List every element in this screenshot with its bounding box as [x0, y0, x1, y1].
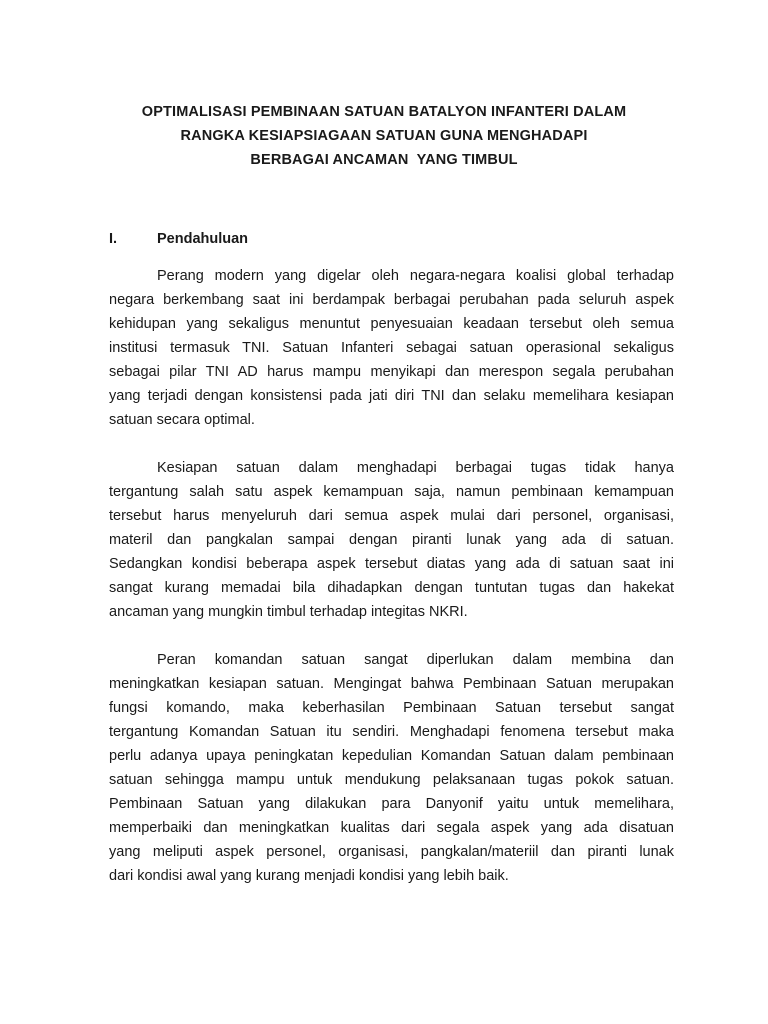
paragraph-line: yang meliputi aspek personel, organisasi, pangkalan/materiil dan piranti lunak — [109, 844, 674, 860]
paragraph-1 — [109, 264, 674, 432]
paragraph-line: yang terjadi dengan konsistensi pada jati diri TNI dan selaku memelihara kesiapan — [109, 388, 674, 404]
paragraph-line: materil dan pangkalan sampai dengan piranti lunak yang ada di satuan. — [109, 532, 674, 548]
section-title: Pendahuluan — [157, 231, 249, 247]
title-line: OPTIMALISASI PEMBINAAN SATUAN BATALYON INFANTERI DALAM — [141, 104, 627, 120]
paragraph-line: Perang modern yang digelar oleh negara-negara koalisi global terhadap — [157, 268, 674, 284]
title-line: BERBAGAI ANCAMAN YANG TIMBUL — [250, 152, 518, 168]
document-title — [0, 100, 768, 172]
section-heading — [109, 229, 248, 249]
paragraph-line: meningkatkan kesiapan satuan. Mengingat bahwa Pembinaan Satuan merupakan — [109, 676, 674, 692]
paragraph-line: satuan sehingga mampu untuk mendukung pelaksanaan tugas pokok satuan. — [109, 772, 674, 788]
title-line: RANGKA KESIAPSIAGAAN SATUAN GUNA MENGHADAPI — [180, 128, 588, 144]
paragraph-line: memperbaiki dan meningkatkan kualitas dari segala aspek yang ada disatuan — [109, 820, 674, 836]
paragraph-line: sangat kurang memadai bila dihadapkan dengan tuntutan tugas dan hakekat — [109, 580, 674, 596]
paragraph-line: Peran komandan satuan sangat diperlukan dalam membina dan — [157, 652, 674, 668]
section-number: I. — [109, 231, 118, 247]
paragraph-line: dari kondisi awal yang kurang menjadi kondisi yang lebih baik. — [109, 868, 509, 884]
paragraph-line: institusi termasuk TNI. Satuan Infanteri sebagai satuan operasional sekaligus — [109, 340, 674, 356]
paragraph-3 — [109, 648, 674, 888]
paragraph-line: tergantung salah satu aspek kemampuan saja, namun pembinaan kemampuan — [109, 484, 674, 500]
paragraph-line: sebagai pilar TNI AD harus mampu menyikapi dan merespon segala perubahan — [109, 364, 674, 380]
paragraph-line: Kesiapan satuan dalam menghadapi berbagai tugas tidak hanya — [157, 460, 674, 476]
paragraph-line: tersebut harus menyeluruh dari semua aspek mulai dari personel, organisasi, — [109, 508, 674, 524]
paragraph-line: Sedangkan kondisi beberapa aspek tersebut diatas yang ada di satuan saat ini — [109, 556, 674, 572]
paragraph-line: kehidupan yang sekaligus menuntut penyesuaian keadaan tersebut oleh semua — [109, 316, 674, 332]
paragraph-line: perlu adanya upaya peningkatan kepedulian Komandan Satuan dalam pembinaan — [109, 748, 674, 764]
paragraph-line: satuan secara optimal. — [109, 412, 255, 428]
paragraph-2 — [109, 456, 674, 624]
paragraph-line: negara berkembang saat ini berdampak berbagai perubahan pada seluruh aspek — [109, 292, 674, 308]
paragraph-line: tergantung Komandan Satuan itu sendiri. Menghadapi fenomena tersebut maka — [109, 724, 674, 740]
paragraph-line: Pembinaan Satuan yang dilakukan para Danyonif yaitu untuk memelihara, — [109, 796, 674, 812]
paragraph-line: ancaman yang mungkin timbul terhadap integitas NKRI. — [109, 604, 468, 620]
paragraph-line: fungsi komando, maka keberhasilan Pembinaan Satuan tersebut sangat — [109, 700, 674, 716]
